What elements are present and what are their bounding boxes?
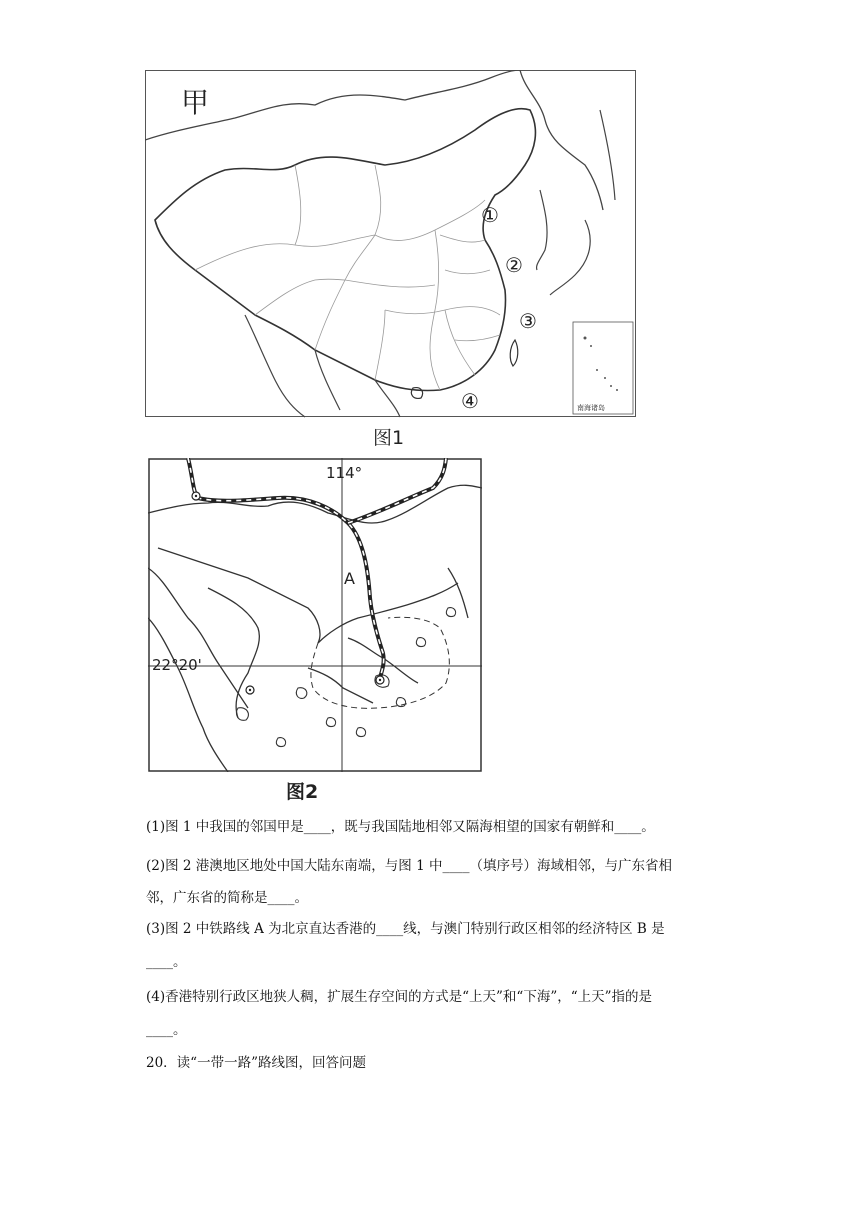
- question-3-line2: ____。: [146, 954, 187, 970]
- figure1-map: [145, 70, 637, 418]
- question-2-line1: (2)图 2 港澳地区地处中国大陆东南端，与图 1 中____（填序号）海域相邻，与广东省相: [146, 858, 672, 874]
- question-1: (1)图 1 中我国的邻国甲是____，既与我国陆地相邻又隔海相望的国家有朝鲜和____。: [146, 819, 655, 835]
- sea-marker-2: ②: [505, 253, 523, 277]
- sea-marker-4: ④: [461, 389, 479, 413]
- sea-marker-1: ①: [481, 203, 499, 227]
- question-4-line2: ____。: [146, 1022, 187, 1038]
- figure2-map: [148, 458, 482, 772]
- question-20: 20．读“一带一路”路线图，回答问题: [146, 1055, 366, 1071]
- question-3-line1: (3)图 2 中铁路线 A 为北京直达香港的____线，与澳门特别行政区相邻的经济特区 B 是: [146, 921, 665, 937]
- railway-label: A: [344, 569, 355, 588]
- figure1-caption: 图1: [373, 427, 405, 449]
- question-4-line1: (4)香港特别行政区地狭人稠，扩展生存空间的方式是“上天”和“下海”，“上天”指的是: [146, 989, 653, 1005]
- figure2-caption: 图2: [286, 781, 319, 803]
- figure1-corner-label: 甲: [181, 86, 210, 119]
- latitude-label: 22°20': [152, 656, 202, 674]
- sea-marker-3: ③: [519, 309, 537, 333]
- inset-label: 南海诸岛: [577, 404, 605, 412]
- longitude-label: 114°: [326, 464, 363, 482]
- question-2-line2: 邻，广东省的简称是____。: [146, 890, 308, 906]
